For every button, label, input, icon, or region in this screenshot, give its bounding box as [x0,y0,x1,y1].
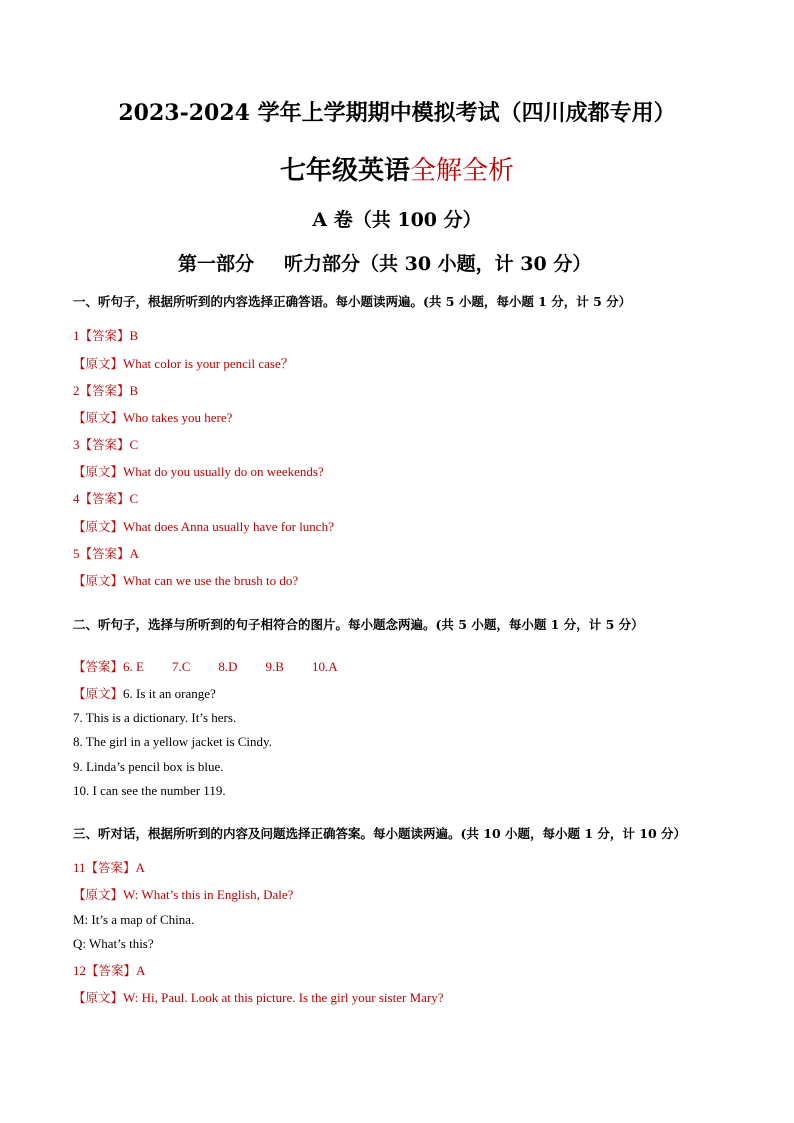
transcript-line: 7. This is a dictionary. It’s hers. [73,710,237,725]
section-2-heading: 二、听句子，选择与所听到的句子相符合的图片。每小题念两遍。(共 5 小题，每小题 1 分，计 5 分） [73,617,644,632]
section-3-heading: 三、听对话，根据所听到的内容及问题选择正确答案。每小题读两遍。(共 10 小题，每小题 1 分，计 10 分） [73,826,687,841]
source-line: 【原文】W: Hi, Paul. Look at this picture. Is the girl your sister Mary? [73,990,444,1005]
source-line: 【原文】What does Anna usually have for lunch? [73,519,334,534]
answer-line: 【答案】6. E 7.C 8.D 9.B 10.A [73,659,338,674]
solution-label: 全解全析 [410,156,515,186]
source-line: 【原文】What color is your pencil case？ [73,356,294,371]
transcript-line: 10. I can see the number 119. [73,783,226,798]
transcript-line: M: It’s a map of China. [73,912,195,927]
subject-title [0,150,794,187]
answer-line: 12【答案】A [73,963,146,978]
answer-line: 3【答案】C [73,437,139,452]
part-label: 第一部分 [178,253,255,275]
source-line: 【原文】What do you usually do on weekends? [73,464,324,479]
subject-name: 七年级英语 [279,156,410,186]
exam-title: 2023-2024 学年上学期期中模拟考试（四川成都专用） [118,100,676,126]
source-line: 【原文】6. Is it an orange? [73,686,216,701]
answer-line: 11【答案】A [73,860,145,875]
transcript-line: Q: What’s this? [73,936,154,951]
source-line: 【原文】What can we use the brush to do? [73,573,299,588]
paper-label: A 卷（共 100 分） [312,209,482,231]
source-line: 【原文】Who takes you here? [73,410,233,425]
answer-line: 2【答案】B [73,383,139,398]
transcript-line: 9. Linda’s pencil box is blue. [73,759,224,774]
section-1-heading: 一、听句子，根据所听到的内容选择正确答语。每小题读两遍。(共 5 小题，每小题 1 分，计 5 分） [73,294,632,309]
transcript-line: 8. The girl in a yellow jacket is Cindy. [73,734,272,749]
answer-line: 1【答案】B [73,328,139,343]
source-line: 【原文】W: What’s this in English, Dale? [73,887,294,902]
answer-line: 5【答案】A [73,546,139,561]
part-description: 听力部分（共 30 小题，计 30 分） [284,253,592,275]
answer-line: 4【答案】C [73,491,139,506]
part-heading [178,249,591,276]
